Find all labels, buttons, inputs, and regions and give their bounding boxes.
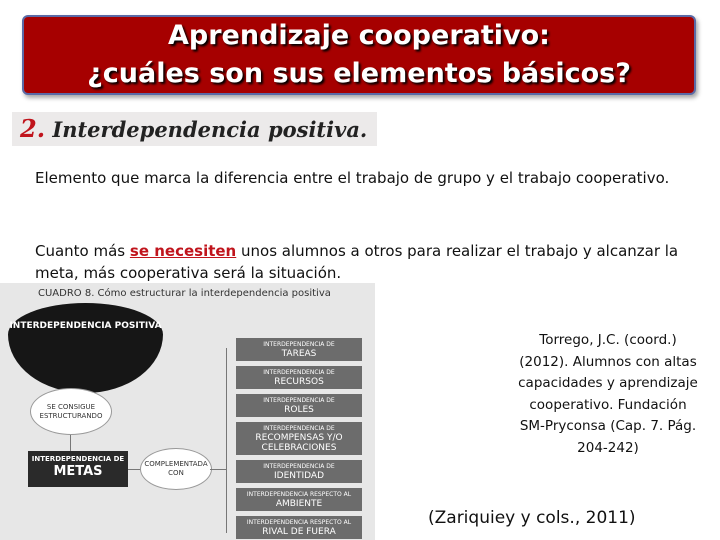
item-small-label: INTERDEPENDENCIA RESPECTO AL bbox=[246, 519, 352, 526]
diagram-main-node: INTERDEPENDENCIA POSITIVA bbox=[8, 303, 163, 393]
item-big-label: IDENTIDAD bbox=[273, 471, 324, 481]
metas-big-label: METAS bbox=[53, 464, 103, 479]
item-small-label: INTERDEPENDENCIA DE bbox=[263, 425, 335, 432]
item-big-label: AMBIENTE bbox=[275, 499, 323, 509]
section-subtitle-text: Interdependencia positiva. bbox=[52, 117, 368, 142]
diagram-item bbox=[236, 338, 362, 361]
paragraph-explanation-start: Cuanto más bbox=[35, 242, 130, 260]
paragraph-definition: Elemento que marca la diferencia entre el trabajo de grupo y el trabajo cooperativo. bbox=[35, 169, 670, 187]
diagram-se-consigue-node: SE CONSIGUE ESTRUCTURANDO bbox=[30, 388, 112, 435]
item-small-label: INTERDEPENDENCIA DE bbox=[263, 397, 335, 404]
diagram-item bbox=[236, 516, 362, 539]
diagram-item bbox=[236, 366, 362, 389]
metas-small-label: INTERDEPENDENCIA DE bbox=[31, 455, 125, 463]
item-big-label: TAREAS bbox=[281, 349, 317, 359]
highlighted-phrase: se necesiten bbox=[129, 242, 237, 260]
item-big-label: ROLES bbox=[284, 405, 314, 415]
item-small-label: INTERDEPENDENCIA DE bbox=[263, 341, 335, 348]
item-small-label: INTERDEPENDENCIA RESPECTO AL bbox=[246, 491, 352, 498]
diagram-item bbox=[236, 394, 362, 417]
connector-line bbox=[226, 348, 227, 533]
section-number: 2. bbox=[20, 114, 46, 143]
paragraph-explanation-end: unos alumnos a otros para realizar el trabajo y alcanzar la meta, más cooperativa será la situación. bbox=[35, 242, 679, 282]
diagram-complementada-node: COMPLEMENTADA CON bbox=[140, 448, 212, 490]
item-small-label: INTERDEPENDENCIA DE bbox=[263, 463, 335, 470]
diagram-items-list bbox=[236, 338, 362, 540]
diagram-item bbox=[236, 422, 362, 455]
interdependence-diagram bbox=[0, 283, 375, 540]
bibliographic-reference: Torrego, J.C. (coord.) (2012). Alumnos con altas capacidades y aprendizaje cooperativo. Fundación SM-Pryconsa (Cap. 7. Pág. 204-242) bbox=[518, 332, 698, 456]
title-banner bbox=[22, 15, 696, 95]
diagram-item bbox=[236, 460, 362, 483]
item-big-label: RECURSOS bbox=[274, 377, 324, 387]
title-line-1: Aprendizaje cooperativo: bbox=[168, 20, 550, 51]
item-big-label: RIVAL DE FUERA bbox=[262, 527, 336, 537]
item-big-label: RECOMPENSAS Y/O CELEBRACIONES bbox=[255, 433, 343, 453]
diagram-caption: CUADRO 8. Cómo estructurar la interdependencia positiva bbox=[38, 288, 331, 299]
title-line-2: ¿cuáles son sus elementos básicos? bbox=[87, 58, 631, 89]
diagram-item bbox=[236, 488, 362, 511]
source-citation: (Zariquiey y cols., 2011) bbox=[428, 508, 636, 528]
item-small-label: INTERDEPENDENCIA DE bbox=[263, 369, 335, 376]
connector-line bbox=[210, 469, 226, 470]
paragraph-explanation bbox=[35, 240, 695, 284]
section-subtitle bbox=[12, 112, 377, 146]
diagram-metas-node bbox=[28, 451, 128, 487]
